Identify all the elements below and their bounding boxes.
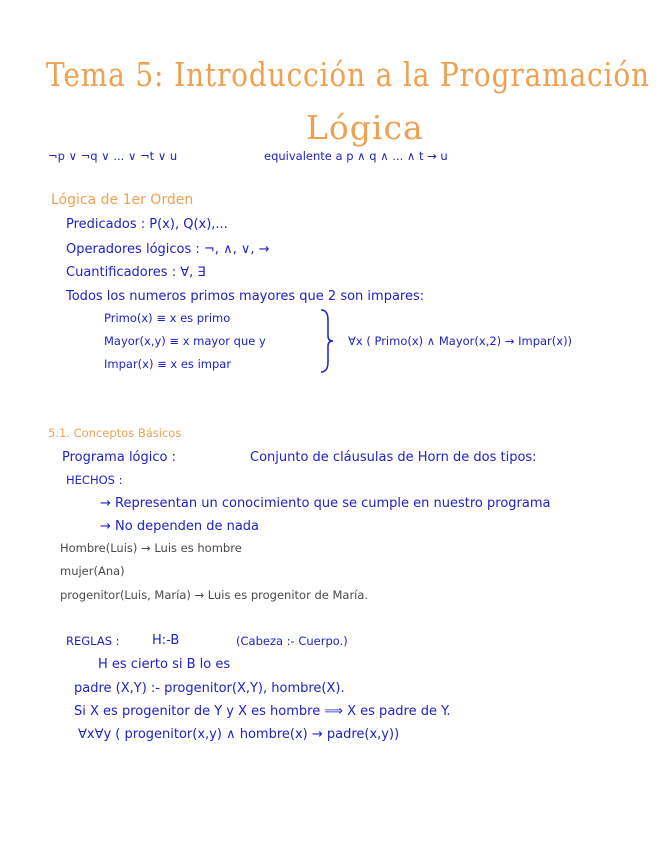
reglas-note: (Cabeza :- Cuerpo.) bbox=[236, 634, 348, 648]
def-primo: Primo(x) ≡ x es primo bbox=[104, 311, 231, 325]
page-title-line2: Lógica bbox=[306, 108, 424, 147]
ejemplo-line: Todos los numeros primos mayores que 2 son impares: bbox=[66, 289, 425, 304]
programa-label: Programa lógico : bbox=[62, 450, 176, 465]
bullet-representan: → Representan un conocimiento que se cumple en nuestro programa bbox=[100, 496, 551, 511]
def-impar: Impar(x) ≡ x es impar bbox=[104, 357, 232, 371]
curly-brace-icon bbox=[318, 308, 334, 374]
cuantificadores-line: Cuantificadores : ∀, ∃ bbox=[66, 265, 206, 280]
reglas-cierto: H es cierto si B lo es bbox=[98, 657, 231, 672]
intro-formula-right: equivalente a p ∧ q ∧ ... ∧ t → u bbox=[264, 149, 448, 163]
page-title-line1: Tema 5: Introducción a la Programación bbox=[46, 55, 650, 94]
predicados-line: Predicados : P(x), Q(x),... bbox=[66, 217, 228, 232]
regla-padre-explicacion: Si X es progenitor de Y y X es hombre ⟹ X es padre de Y. bbox=[74, 704, 451, 719]
def-mayor: Mayor(x,y) ≡ x mayor que y bbox=[104, 334, 266, 348]
intro-formula-left: ¬p ∨ ¬q ∨ ... ∨ ¬t ∨ u bbox=[48, 149, 178, 163]
programa-def: Conjunto de cláusulas de Horn de dos tipos: bbox=[250, 450, 537, 465]
operadores-line: Operadores lógicos : ¬, ∧, ∨, → bbox=[66, 242, 270, 257]
reglas-def: H:-B bbox=[152, 633, 180, 648]
regla-padre-formula: ∀x∀y ( progenitor(x,y) ∧ hombre(x) → padre(x,y)) bbox=[78, 727, 400, 742]
ejemplo-hombre: Hombre(Luis) → Luis es hombre bbox=[60, 541, 242, 555]
ejemplo-progenitor: progenitor(Luis, María) → Luis es progenitor de María. bbox=[60, 588, 369, 602]
section-heading-conceptos: 5.1. Conceptos Básicos bbox=[48, 426, 182, 440]
hechos-label: HECHOS : bbox=[66, 473, 123, 487]
formula-impares: ∀x ( Primo(x) ∧ Mayor(x,2) → Impar(x)) bbox=[348, 334, 573, 348]
ejemplo-mujer: mujer(Ana) bbox=[60, 564, 125, 578]
reglas-label: REGLAS : bbox=[66, 634, 120, 648]
section-heading-logica: Lógica de 1er Orden bbox=[51, 192, 194, 208]
regla-padre: padre (X,Y) :- progenitor(X,Y), hombre(X). bbox=[74, 681, 345, 696]
bullet-no-dependen: → No dependen de nada bbox=[100, 519, 260, 534]
